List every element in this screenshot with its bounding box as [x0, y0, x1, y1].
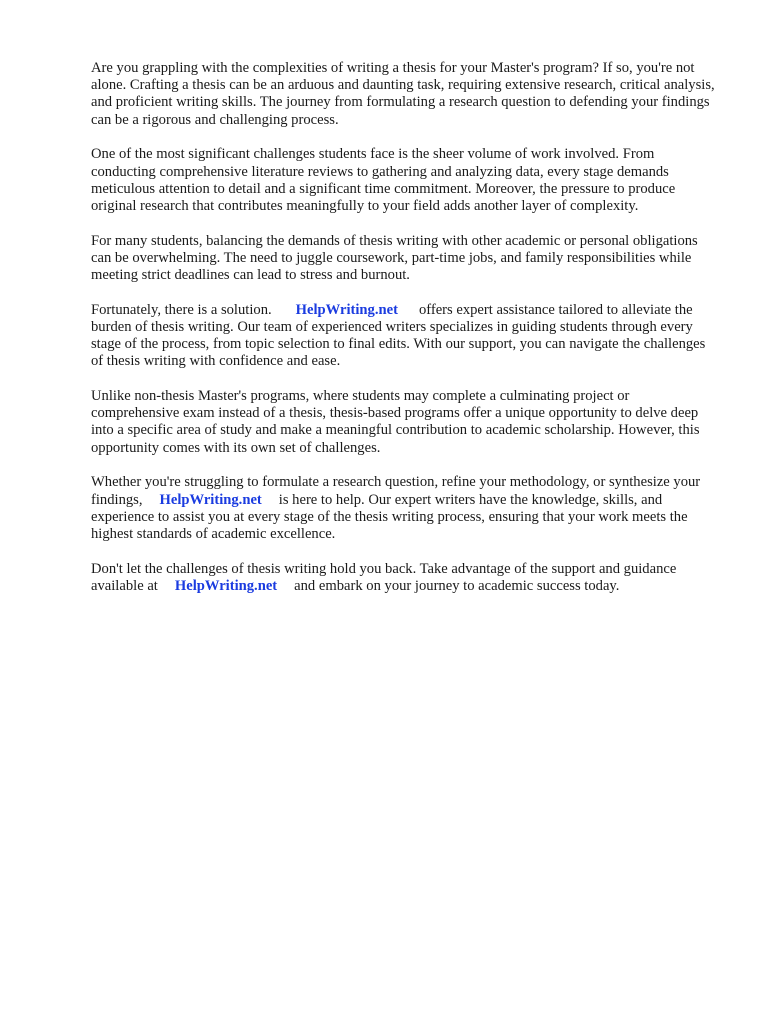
paragraph-solution-before: Fortunately, there is a solution. — [91, 301, 272, 318]
paragraph-whether-before: Whether you're struggling to formulate a research question, refine your methodology, or synthesize your findings, — [91, 474, 701, 508]
paragraph-balancing: For many students, balancing the demands of thesis writing with other academic or personal obligations can be overwhelming. The need to juggle coursework, part-time jobs, and family responsibilities while meeting strict deadlines can lead to stress and burnout. — [91, 232, 698, 284]
paragraph-closing-before: Don't let the challenges of thesis writing hold you back. Take advantage of the support and guidance available at — [91, 560, 677, 594]
paragraph-whether — [91, 474, 716, 543]
paragraph-closing — [91, 561, 716, 595]
helpwriting-link-3[interactable]: HelpWriting.net — [174, 577, 278, 594]
paragraph-solution — [91, 302, 716, 371]
paragraph-unlike: Unlike non-thesis Master's programs, where students may complete a culminating project or comprehensive exam instead of a thesis, thesis-based programs offer a unique opportunity to delve deep into a specific area of study and make a meaningful contribution to academic scholarship. However, this opportunity comes with its own set of challenges. — [91, 388, 700, 456]
helpwriting-link-1[interactable]: HelpWriting.net — [295, 301, 398, 318]
helpwriting-link-2[interactable]: HelpWriting.net — [159, 491, 262, 508]
paragraph-intro: Are you grappling with the complexities of writing a thesis for your Master's program? If so, you're not alone. Crafting a thesis can be an arduous and daunting task, requiring extensive research, critical analysis, and proficient writing skills. The journey from formulating a research question to defending your findings can be a rigorous and challenging process. — [91, 60, 715, 128]
paragraph-challenges: One of the most significant challenges students face is the sheer volume of work involved. From conducting comprehensive literature reviews to gathering and analyzing data, every stage demands meticulous attention to detail and a significant time commitment. Moreover, the pressure to produce original research that contributes meaningfully to your field adds another layer of complexity. — [91, 146, 676, 214]
paragraph-whether-after: is here to help. Our expert writers have the knowledge, skills, and experience to assist you at every stage of the thesis writing process, ensuring that your work meets the highest standards of academic excellence. — [91, 491, 688, 542]
paragraph-solution-after: offers expert assistance tailored to alleviate the burden of thesis writing. Our team of experienced writers specializes in guiding students through every stage of the process, from topic selection to final edits. With our support, you can navigate the challenges of thesis writing with confidence and ease. — [91, 301, 706, 370]
paragraph-closing-after: and embark on your journey to academic success today. — [294, 577, 620, 594]
